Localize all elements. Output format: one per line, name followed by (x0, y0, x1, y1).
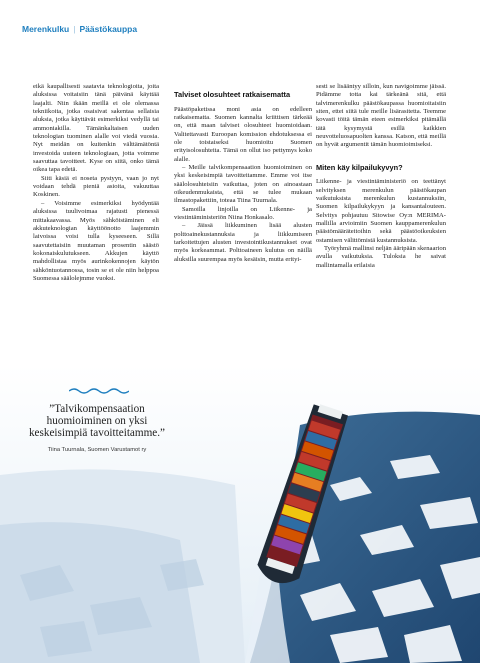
subsection-label: Päästökauppa (79, 24, 138, 34)
quote-text: ”Talvikompensaation huomioiminen on yksi keskeisimpiä tavoitteitamme.” (28, 403, 166, 439)
paragraph: Päästöpaketissa moni asia on edelleen ratkaisematta. Suomen kannalta kriittisen tärkeää on, että maan talviset olosuhteet huomioidaan. Valitettavasti Euroopan komission ehdotuksessa ei ole toistaiseksi huomioitu Suomen erityisolosuhteita. Tämä on ollut iso pettymys koko alalle. (174, 105, 312, 163)
paragraph: eikä kaupallisesti saatavia teknologioita, joita aluksissa voitaisiin tänä päivänä käyttää laajalti. Niin ikään meillä ei ole olemassa tekniikoita, jotka osaisivat sakentaa sellaisia aluksia, jotka käyttävät esimerkiksi vedyllä tai ammoniakilla. Tämänkaltaisen uuden teknologian tuominen alalle voi viedä vuosia. Nyt meidän on kuitenkin välttämätöntä investoida uuteen teknologiaan, jotta voimme saavuttaa tavoitteet. Kyse on siitä, onko tämä oikea tapa edetä. (33, 83, 159, 174)
header-separator: | (73, 24, 76, 34)
paragraph: Työryhmä mallinsi neljän ääripään skenaarion avulla vaikutuksia. Tuloksia he saivat mallintamalla erilaisia (316, 245, 446, 269)
pull-quote (22, 387, 172, 453)
paragraph: sesti se lisääntyy silloin, kun navigoimme jäissä. Pidämme totta kai tärkeänä sitä, että talvimerenkulku päästökaupassa huomioitaisiin siten, ettei siitä tule meille lisärasitetta. Teemme kovasti töitä tämän eteen esimerkiksi pitämällä tätä kysymystä esillä kaikkien neuvotteluosapuolten kanssa. Katson, että meillä on hyvät argumentit tämän huomioimiseksi. (316, 83, 446, 149)
paragraph: Siiti käsiä ei noseta pystyyn, vaan jo nyt voidaan tehdä pieniä asioita, vakuuttaa Koskinen. (33, 174, 159, 199)
paragraph: – Jäissä liikkuminen lisää alusten polttoainekustannuksia ja liikkumiseen tarkoitettujen alusten investointikustannukset ovat myös korkeammat. Polttoaineen kulutus on näillä aluksilla suurempaa myös kesäisin, mutta erityi- (174, 222, 312, 263)
quote-attribution: Tiina Tuurnala, Suomen Varustamot ry (47, 447, 147, 453)
section-label: Merenkulku (22, 24, 70, 34)
paragraph: – Meille talvikompensaation huomioiminen on yksi keskeisimpiä tavoitteitamme. Emme voi itse säälolosuhteisiin vaikuttaa, joten on ainoastaan oikeudenmukaista, että se tulee mukaan ilmastopakettiin, toteaa Tiina Tuurnala. (174, 164, 312, 205)
article-column-2 (174, 83, 312, 264)
subheading-competitiveness: Miten käy kilpailukyvyn? (316, 162, 403, 172)
section-header (22, 24, 137, 34)
wave-ornament-icon (69, 387, 129, 395)
article-column-3 (316, 83, 446, 270)
paragraph: – Voisimme esimerkiksi hyödyntää aluksissa tuulivoimaa rajatusti pienessä mittakaavassa. Myös sähköistäminen eli akkuteknologian käyttöönotto laajemmin laivoissa voisi tulla kyseeseen. Sillä saavutettaisiin muutaman prosentin säästö kokonaiskulutukseen. Akkujen käyttö mahdollistaa myös aurinkokennojen käytön sähköntuotannossa, tosin se ei ole niin helppoa Suomessa säälolejmme vuoksi. (33, 199, 159, 282)
paragraph: Samoilla linjoilla on Liikenne- ja viestintäministeriön Niina Honkasalo. (174, 205, 312, 222)
subheading-winter: Talviset olosuhteet ratkaisemattа (174, 90, 291, 99)
article-column-1 (33, 83, 159, 283)
paragraph: Liikenne- ja viestintäministeriö on teettänyt selvityksen merenkulun päästökaupan vaikutuksista merenkulun kustannuksiin, Suomen kilpailukykyyn ja kansantalouteen. Selvitys pohjautuu Sitowise Oy:n MERIMA-mallilla arvioimiin Suomen kauppamerenkulun päästömääräteitoihin sekä päästöoikeuksien ostamisen välittömistä kustannuksista. (316, 178, 446, 244)
